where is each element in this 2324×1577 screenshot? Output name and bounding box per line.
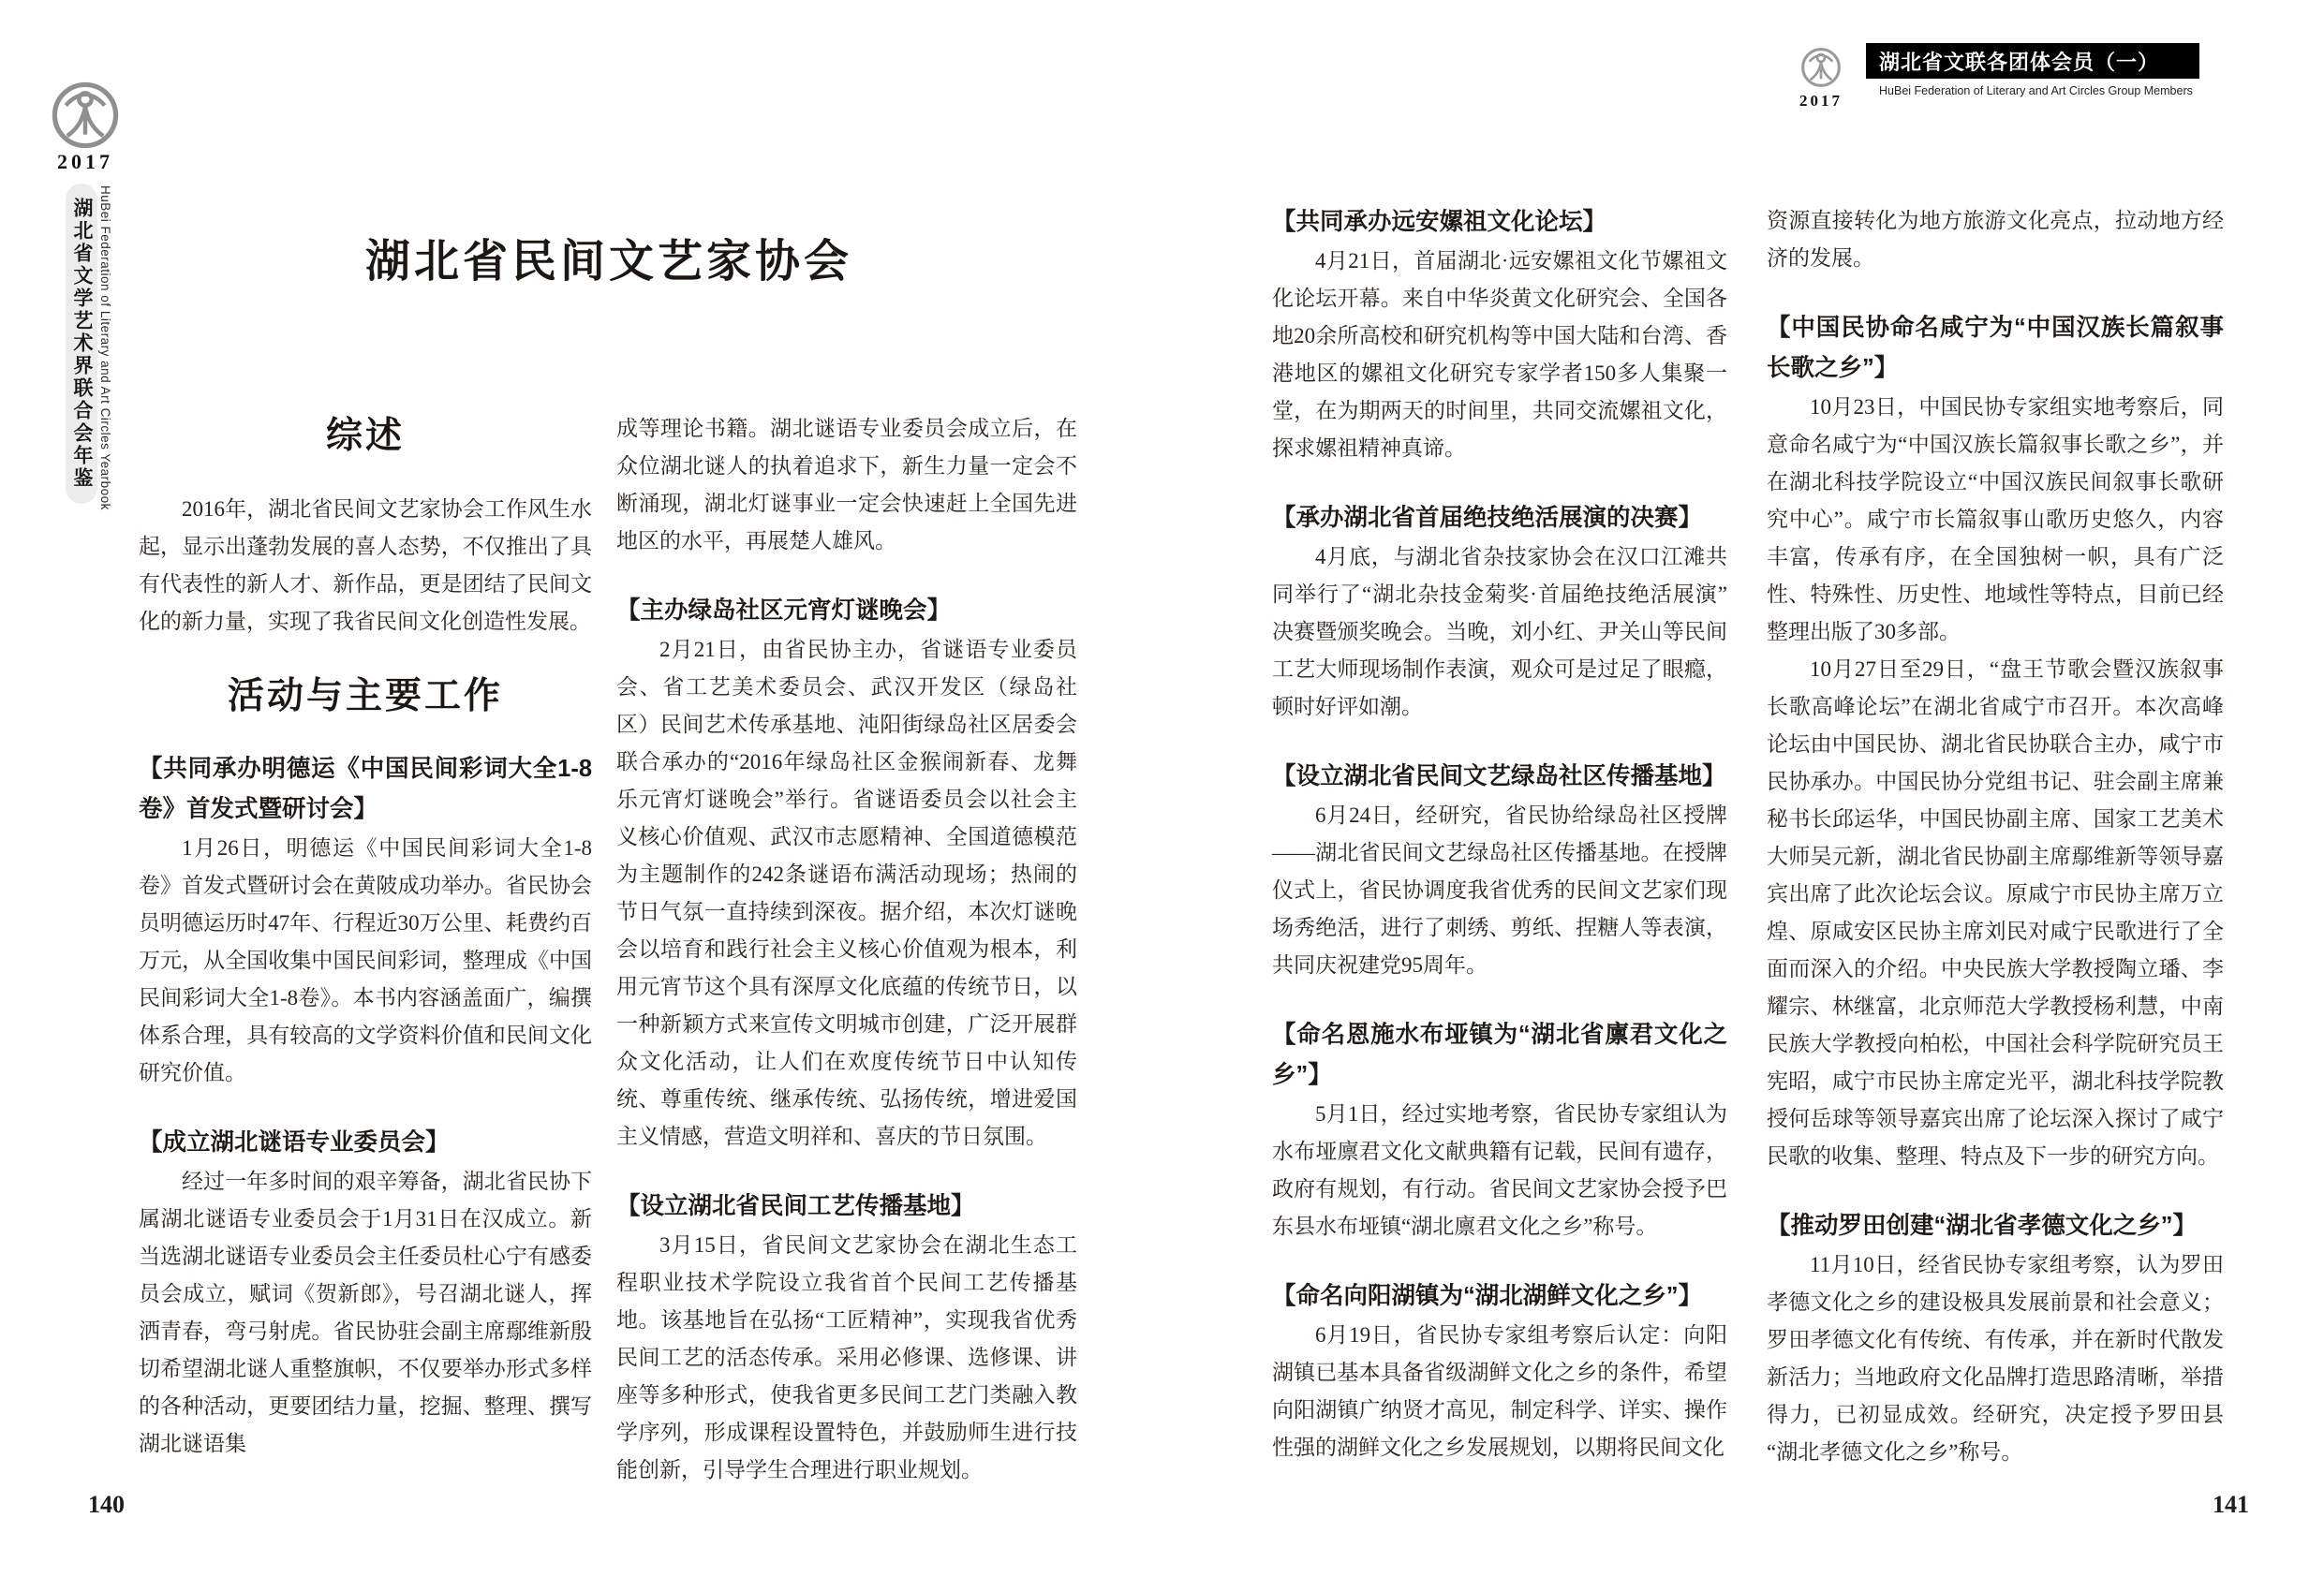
federation-logo-icon [1800,47,1842,88]
header-title-bar [1866,43,2199,79]
section-paragraph: 6月19日，省民协专家组考察后认定：向阳湖镇已基本具备省级湖鲜文化之乡的条件，希望向阳湖镇广纳贤才高见，制定科学、详实、操作性强的湖鲜文化之乡发展规划，以期将民间文化 [1272,1323,1727,1459]
header-year-label: 2017 [1799,92,1843,110]
section-paragraph: 4月21日，首届湖北·远安嫘祖文化节嫘祖文化论坛开幕。来自中华炎黄文化研究会、全国各地20余所高校和研究机构等中国大陆和台湾、香港地区的嫘祖文化研究专家学者150多人集聚一堂，在为期两天的时间里，共同交流嫘祖文化，探求嫘祖精神真谛。 [1272,249,1727,460]
section-heading: 【推动罗田创建“湖北省孝德文化之乡”】 [1767,1213,2198,1239]
federation-logo-icon [51,81,120,150]
section-paragraph: 10月23日，中国民协专家组实地考察后，同意命名咸宁为“中国汉族长篇叙事长歌之乡”，并在湖北科技学院设立“中国汉族民间叙事长歌研究中心”。咸宁市长篇叙事山歌历史悠久，内容丰富，传承有序，在全国独树一帜，具有广泛性、特殊性、历史性、地域性等特点，目前已经整理出版了30多部。 [1767,395,2224,643]
section-paragraph: 10月27日至29日，“盘王节歌会暨汉族叙事长歌高峰论坛”在湖北省咸宁市召开。本次高峰论坛由中国民协、湖北省民协联合主办，咸宁市民协承办。中国民协分党组书记、驻会副主席兼秘书长邱运华，中国民协副主席、国家工艺美术大师吴元新，湖北省民协副主席鄢维新等领导嘉宾出席了此次论坛会议。原咸宁市民协主席万立煌、原咸安区民协主席刘民对咸宁民歌进行了全面而深入的介绍。中央民族大学教授陶立璠、李耀宗、林继富，北京师范大学教授杨利慧，中南民族大学教授向柏松，中国社会科学院研究员王宪昭，咸宁市民协主席定光平，湖北科技学院教授何岳球等领导嘉宾出席了论坛深入探讨了咸宁民歌的收集、整理、特点及下一步的研究方向。 [1767,657,2224,1168]
section-heading: 【主办绿岛社区元宵灯谜晚会】 [616,597,952,624]
section-paragraph-continuation: 成等理论书籍。湖北谜语专业委员会成立后，在众位湖北谜人的执着追求下，新生力量一定会不断涌现，湖北灯谜事业一定会快速赶上全国先进地区的水平，再展楚人雄风。 [616,417,1077,553]
activities-heading: 活动与主要工作 [227,676,503,716]
section-paragraph: 6月24日，经研究，省民协给绿岛社区授牌——湖北省民间文艺绿岛社区传播基地。在授牌仪式上，省民协调度我省优秀的民间文艺家们现场秀绝活，进行了刺绣、剪纸、捏糖人等表演，共同庆祝建党95周年。 [1272,803,1727,977]
left-page-column-1 [139,410,592,1463]
sidebar-title-en: HuBei Federation of Literary and Art Circles Yearbook [98,185,112,510]
header-title-cn: 湖北省文联各团体会员（一） [1879,50,2160,74]
section-heading: 【中国民协命名咸宁为“中国汉族长篇叙事长歌之乡”】 [1767,315,2224,381]
article-title: 湖北省民间文艺家协会 [364,237,852,287]
section-paragraph: 1月26日，明德运《中国民间彩词大全1-8卷》首发式暨研讨会在黄陂成功举办。省民协会员明德运历时47年、行程近30万公里、耗费约百万元，从全国收集中国民间彩词，整理成《中国民间彩词大全1-8卷》。本书内容涵盖面广，编撰体系合理，具有较高的文学资料价值和民间文化研究价值。 [139,836,592,1084]
section-paragraph: 经过一年多时间的艰辛筹备，湖北省民协下属湖北谜语专业委员会于1月31日在汉成立。新当选湖北谜语专业委员会主任委员杜心宁有感委员会成立，赋词《贺新郎》，号召湖北谜人，挥洒青春，弯弓射虎。省民协驻会副主席鄢维新殷切希望湖北谜人重整旗帜，不仅要举办形式多样的各种活动，更要团结力量，挖掘、整理、撰写湖北谜语集 [139,1170,592,1455]
sidebar-title-bar [66,184,97,504]
section-heading: 【共同承办明德运《中国民间彩词大全1-8卷》首发式暨研讨会】 [139,756,592,822]
overview-paragraph: 2016年，湖北省民间文艺家协会工作风生水起，显示出蓬勃发展的喜人态势，不仅推出了具有代表性的新人才、新作品，更是团结了民间文化的新力量，实现了我省民间文化创造性发展。 [139,497,592,633]
header-title-en: HuBei Federation of Literary and Art Circles Group Members [1879,84,2193,97]
page-number-right: 141 [2213,1491,2249,1518]
section-heading: 【共同承办远安嫘祖文化论坛】 [1272,209,1607,235]
section-paragraph: 3月15日，省民间文艺家协会在湖北生态工程职业技术学院设立我省首个民间工艺传播基地。该基地旨在弘扬“工匠精神”，实现我省优秀民间工艺的活态传承。采用必修课、选修课、讲座等多种形式，使我省更多民间工艺门类融入教学序列，形成课程设置特色，并鼓励师生进行技能创新，引导学生合理进行职业规划。 [616,1233,1077,1481]
section-paragraph: 2月21日，由省民协主办，省谜语专业委员会、省工艺美术委员会、武汉开发区（绿岛社区）民间艺术传承基地、沌阳街绿岛社区居委会联合承办的“2016年绿岛社区金猴闹新春、龙舞乐元宵灯谜晚会”举行。省谜语委员会以社会主义核心价值观、武汉市志愿精神、全国道德模范为主题制作的242条谜语布满活动现场；热闹的节日气氛一直持续到深夜。据介绍，本次灯谜晚会以培育和践行社会主义核心价值观为根本，利用元宵节这个具有深厚文化底蕴的传统节日，以一种新颖方式来宣传文明城市创建，广泛开展群众文化活动，让人们在欢度传统节日中认知传统、尊重传统、继承传统、弘扬传统，增进爱国主义情感，营造文明祥和、喜庆的节日氛围。 [616,638,1077,1148]
section-paragraph: 4月底，与湖北省杂技家协会在汉口江滩共同举行了“湖北杂技金菊奖·首届绝技绝活展演”决赛暨颁奖晚会。当晚，刘小红、尹关山等民间工艺大师现场制作表演，观众可是过足了眼瘾，顿时好评如潮。 [1272,545,1727,718]
section-paragraph: 5月1日，经过实地考察，省民协专家组认为水布垭廪君文化文献典籍有记载，民间有遗存，政府有规划，有行动。省民间文艺家协会授予巴东县水布垭镇“湖北廪君文化之乡”称号。 [1272,1102,1727,1238]
section-heading: 【承办湖北省首届绝技绝活展演的决赛】 [1272,505,1703,531]
left-page-column-2 [616,410,1077,1489]
section-heading: 【设立湖北省民间工艺传播基地】 [616,1193,975,1219]
sidebar-title-cn: 湖北省文学艺术界联合会年鉴 [71,198,93,490]
sidebar-year-label: 2017 [57,150,113,173]
section-heading: 【命名向阳湖镇为“湖北湖鲜文化之乡”】 [1272,1283,1703,1309]
overview-heading: 综述 [325,416,405,456]
section-heading: 【成立湖北谜语专业委员会】 [139,1129,450,1156]
section-heading: 【设立湖北省民间文艺绿岛社区传播基地】 [1272,763,1726,789]
section-paragraph: 11月10日，经省民协专家组考察，认为罗田孝德文化之乡的建设极具发展前景和社会意义；罗田孝德文化有传统、有传承，并在新时代散发新活力；当地政府文化品牌打造思路清晰，举措得力，已初显成效。经研究，决定授予罗田县“湖北孝德文化之乡”称号。 [1767,1253,2224,1464]
page-number-left: 140 [88,1491,125,1518]
right-page-column-2 [1767,202,2224,1471]
section-heading: 【命名恩施水布垭镇为“湖北省廪君文化之乡”】 [1272,1022,1727,1088]
right-page-column-1 [1272,202,1727,1466]
section-paragraph-continuation: 资源直接转化为地方旅游文化亮点，拉动地方经济的发展。 [1767,209,2224,270]
